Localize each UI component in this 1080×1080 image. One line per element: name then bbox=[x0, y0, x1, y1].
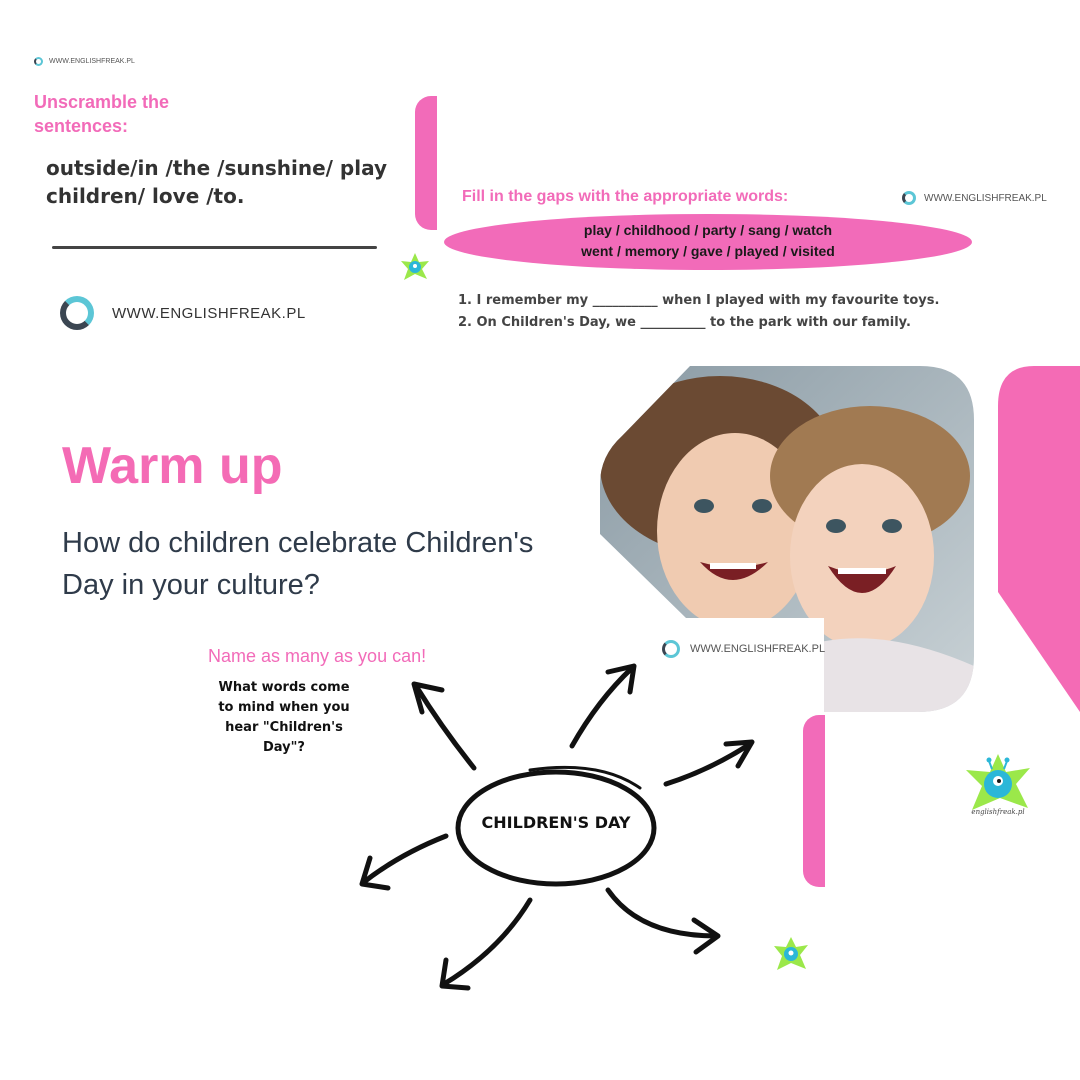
arrow-down-right bbox=[608, 890, 716, 936]
mindmap-question: What words come to mind when you hear "Children's Day"? bbox=[218, 680, 350, 755]
arrow-up-right bbox=[572, 668, 632, 746]
word-bank bbox=[444, 220, 972, 262]
unscramble-title: Unscramble the sentences: bbox=[34, 92, 170, 136]
pink-accent-shape bbox=[998, 366, 1080, 712]
arrow-left bbox=[364, 836, 446, 882]
brand-site-text: WWW.ENGLISHFREAK.PL bbox=[49, 58, 135, 65]
brand-ring-icon bbox=[902, 191, 916, 205]
arrow-up-left bbox=[416, 686, 474, 768]
pink-accent-bar bbox=[803, 715, 825, 887]
brand-large bbox=[60, 296, 306, 330]
pink-accent-bar bbox=[415, 96, 437, 230]
brand-site-text: WWW.ENGLISHFREAK.PL bbox=[690, 643, 826, 655]
monster-logo-icon bbox=[772, 936, 810, 974]
gap-question: 2. On Children's Day, we __________ to the park with our family. bbox=[458, 315, 911, 330]
gap-questions bbox=[458, 290, 939, 334]
gap-question: 1. I remember my __________ when I played with my favourite toys. bbox=[458, 293, 940, 308]
brand-small bbox=[902, 191, 1047, 205]
fill-gaps-title: Fill in the gaps with the appropriate words: bbox=[462, 188, 789, 205]
svg-text:englishfreak.pl: englishfreak.pl bbox=[971, 808, 1025, 816]
word-bank-line: play / childhood / party / sang / watch bbox=[583, 222, 833, 238]
warmup-question: How do children celebrate Children's Day in your culture? bbox=[62, 527, 534, 601]
brand-site-text: WWW.ENGLISHFREAK.PL bbox=[112, 304, 306, 322]
mindmap-prompt: Name as many as you can! bbox=[208, 646, 427, 666]
word-bank-line: went / memory / gave / played / visited bbox=[581, 243, 835, 259]
brand-tiny bbox=[34, 57, 135, 66]
brand-ring-icon bbox=[60, 296, 94, 330]
mindmap-center-label: CHILDREN'S DAY bbox=[481, 813, 631, 832]
warmup-title: Warm up bbox=[62, 437, 283, 495]
monster-logo-icon bbox=[962, 752, 1034, 818]
brand-ring-icon bbox=[34, 57, 43, 66]
brand-site-text: WWW.ENGLISHFREAK.PL bbox=[924, 192, 1047, 204]
arrow-down-left bbox=[444, 900, 530, 984]
scrambled-sentence: outside/in /the /sunshine/ play children/ love /to. bbox=[46, 156, 388, 208]
monster-logo-icon bbox=[400, 252, 430, 282]
answer-line bbox=[52, 246, 377, 249]
